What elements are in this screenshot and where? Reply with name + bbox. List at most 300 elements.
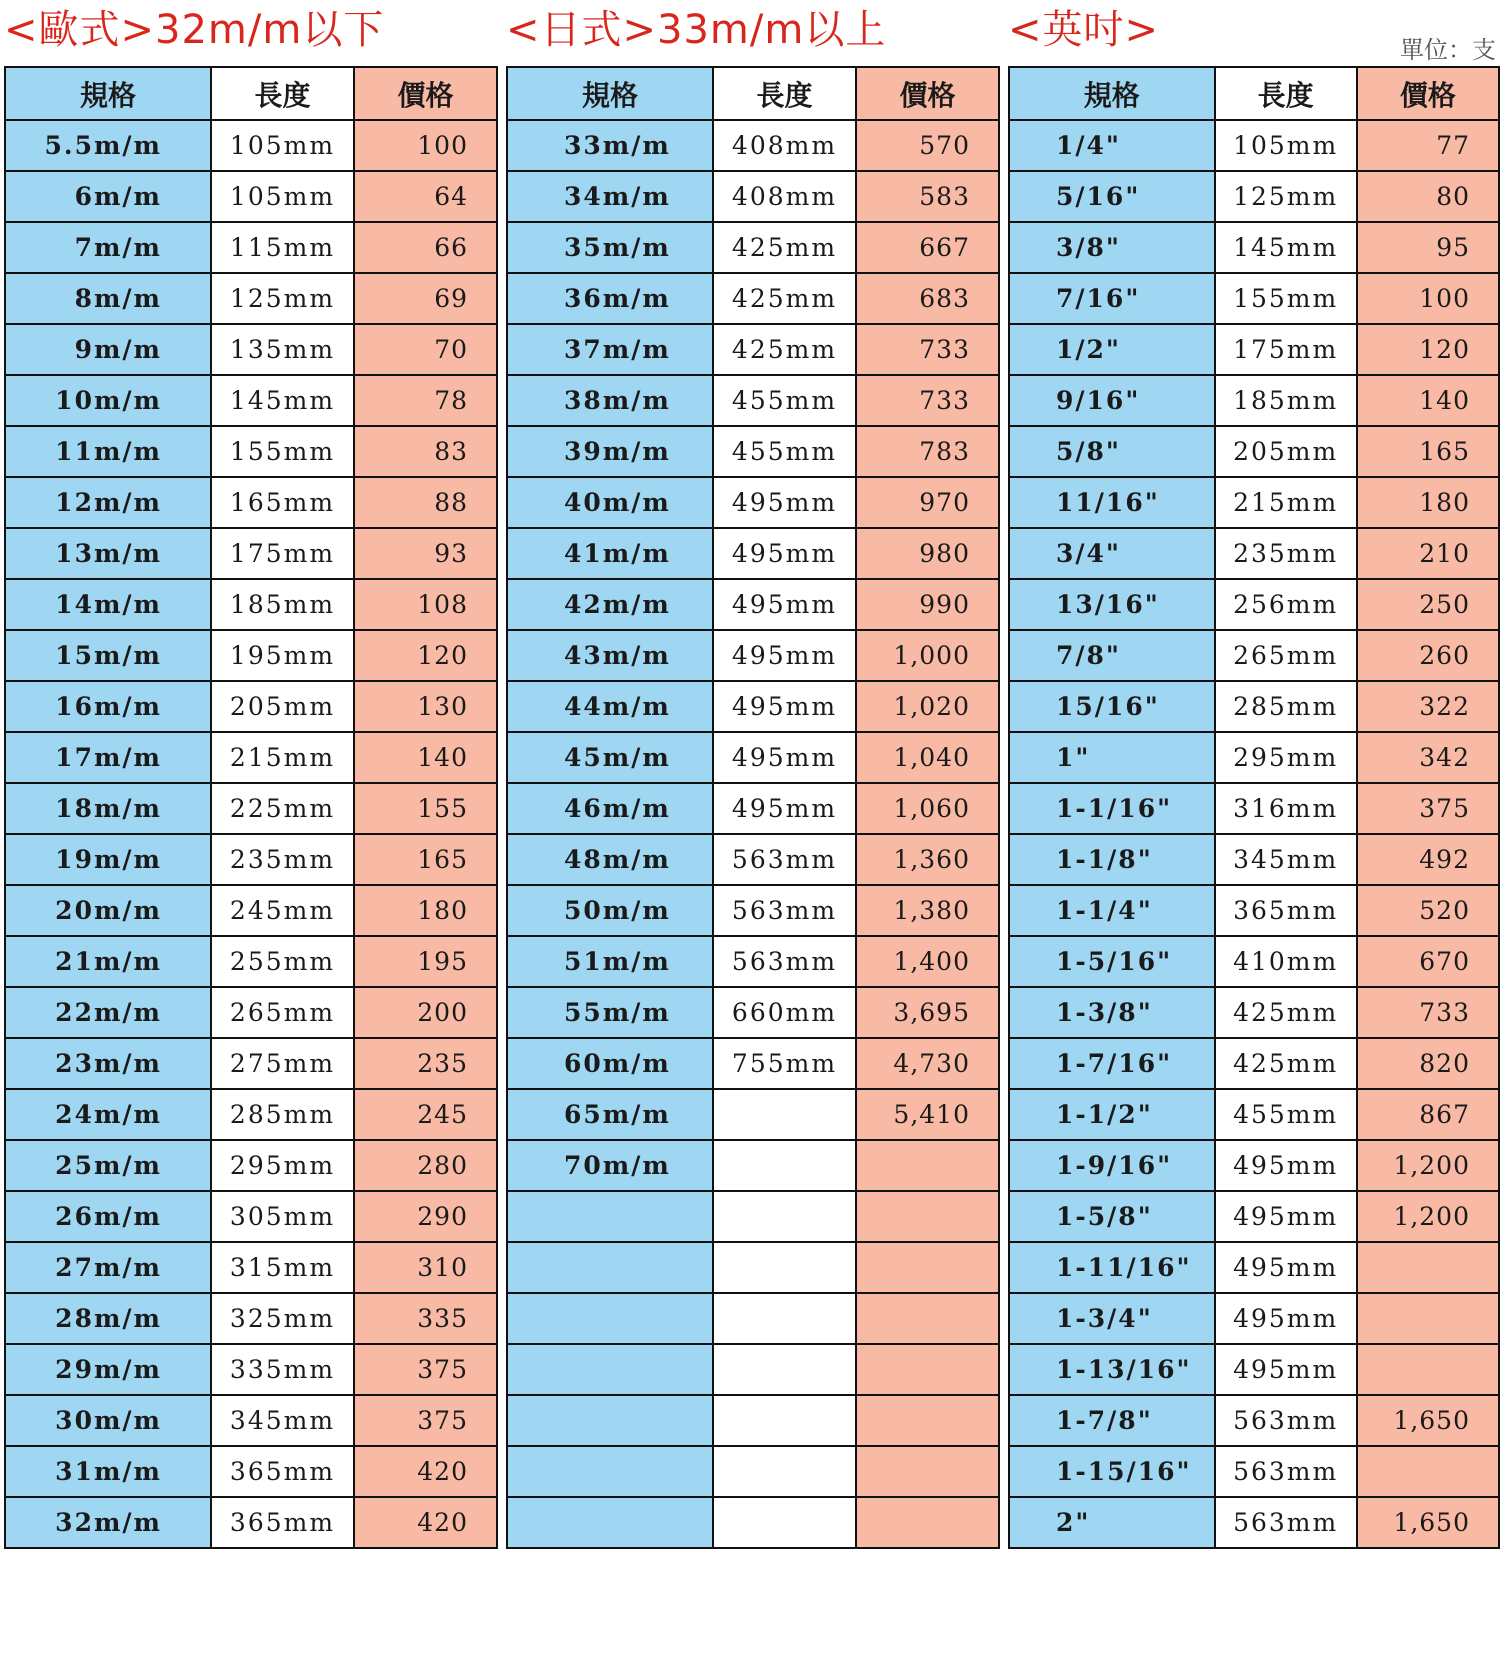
price-cell: 235 (354, 1038, 497, 1089)
length-cell: 175mm (1215, 324, 1357, 375)
length-cell: 345mm (1215, 834, 1357, 885)
table-row (507, 987, 999, 1038)
spec-cell: 7m/m (5, 222, 211, 273)
table-row (1009, 1089, 1499, 1140)
length-cell: 185mm (211, 579, 354, 630)
table-header-row (1009, 67, 1499, 120)
length-cell: 165mm (211, 477, 354, 528)
table-row (1009, 630, 1499, 681)
table-header-row (507, 67, 999, 120)
length-cell: 125mm (211, 273, 354, 324)
price-cell: 130 (354, 681, 497, 732)
spec-cell: 1-1/2" (1009, 1089, 1215, 1140)
price-cell: 200 (354, 987, 497, 1038)
spec-cell: 15/16" (1009, 681, 1215, 732)
spec-cell: 33m/m (507, 120, 713, 171)
length-cell (713, 1395, 856, 1446)
spec-cell: 7/8" (1009, 630, 1215, 681)
table-row (5, 987, 497, 1038)
table-row (507, 171, 999, 222)
spec-cell: 14m/m (5, 579, 211, 630)
price-cell (856, 1497, 999, 1548)
table-row (1009, 324, 1499, 375)
table-row (1009, 375, 1499, 426)
spec-cell: 11m/m (5, 426, 211, 477)
price-cell: 64 (354, 171, 497, 222)
length-cell: 425mm (1215, 987, 1357, 1038)
spec-cell: 1-5/16" (1009, 936, 1215, 987)
price-cell: 80 (1357, 171, 1499, 222)
length-cell: 563mm (713, 885, 856, 936)
length-cell: 345mm (211, 1395, 354, 1446)
spec-cell: 5.5m/m (5, 120, 211, 171)
price-cell: 583 (856, 171, 999, 222)
length-cell: 408mm (713, 171, 856, 222)
spec-cell: 48m/m (507, 834, 713, 885)
table-row (1009, 834, 1499, 885)
price-cell: 140 (1357, 375, 1499, 426)
price-cell (856, 1191, 999, 1242)
price-cell: 108 (354, 579, 497, 630)
table-row (507, 426, 999, 477)
table-row (5, 936, 497, 987)
table-row (1009, 273, 1499, 324)
length-cell: 285mm (1215, 681, 1357, 732)
spec-cell: 1-5/8" (1009, 1191, 1215, 1242)
spec-cell: 38m/m (507, 375, 713, 426)
table-row (507, 1497, 999, 1548)
spec-cell: 26m/m (5, 1191, 211, 1242)
length-header: 長度 (1215, 67, 1357, 120)
spec-cell: 42m/m (507, 579, 713, 630)
price-cell: 93 (354, 528, 497, 579)
table-row (1009, 885, 1499, 936)
table-row (1009, 1344, 1499, 1395)
japanese-price-table (506, 66, 1000, 1549)
european-price-table (4, 66, 498, 1549)
spec-cell: 45m/m (507, 732, 713, 783)
table-row (507, 1038, 999, 1089)
length-cell: 145mm (211, 375, 354, 426)
spec-cell: 35m/m (507, 222, 713, 273)
spec-cell (507, 1293, 713, 1344)
price-cell: 66 (354, 222, 497, 273)
table-row (507, 1446, 999, 1497)
spec-cell: 25m/m (5, 1140, 211, 1191)
length-cell: 275mm (211, 1038, 354, 1089)
table-row (5, 426, 497, 477)
price-cell: 260 (1357, 630, 1499, 681)
price-cell: 733 (856, 324, 999, 375)
price-cell: 1,200 (1357, 1191, 1499, 1242)
spec-cell: 3/4" (1009, 528, 1215, 579)
spec-cell: 43m/m (507, 630, 713, 681)
price-cell (856, 1344, 999, 1395)
table-row (1009, 579, 1499, 630)
length-cell (713, 1446, 856, 1497)
european-section-title: <歐式>32m/m以下 (4, 7, 385, 53)
table-row (5, 222, 497, 273)
spec-cell: 21m/m (5, 936, 211, 987)
price-cell: 4,730 (856, 1038, 999, 1089)
spec-cell: 1-7/16" (1009, 1038, 1215, 1089)
price-cell: 165 (1357, 426, 1499, 477)
price-header: 價格 (354, 67, 497, 120)
table-row (5, 273, 497, 324)
spec-cell: 5/8" (1009, 426, 1215, 477)
price-cell: 180 (1357, 477, 1499, 528)
price-cell: 195 (354, 936, 497, 987)
length-cell: 265mm (211, 987, 354, 1038)
length-cell: 455mm (1215, 1089, 1357, 1140)
spec-cell: 28m/m (5, 1293, 211, 1344)
length-cell: 256mm (1215, 579, 1357, 630)
spec-cell: 9/16" (1009, 375, 1215, 426)
spec-cell: 27m/m (5, 1242, 211, 1293)
spec-cell: 19m/m (5, 834, 211, 885)
price-cell: 733 (1357, 987, 1499, 1038)
price-cell: 250 (1357, 579, 1499, 630)
length-cell: 145mm (1215, 222, 1357, 273)
table-row (507, 528, 999, 579)
table-row (1009, 1395, 1499, 1446)
price-cell: 335 (354, 1293, 497, 1344)
price-cell: 733 (856, 375, 999, 426)
table-row (5, 681, 497, 732)
table-row (507, 885, 999, 936)
table-row (507, 834, 999, 885)
inch-section-title: <英吋> (1008, 7, 1160, 53)
table-row (507, 1089, 999, 1140)
length-cell: 425mm (713, 324, 856, 375)
table-row (5, 171, 497, 222)
spec-header: 規格 (507, 67, 713, 120)
spec-cell: 1-1/8" (1009, 834, 1215, 885)
spec-cell: 1-1/16" (1009, 783, 1215, 834)
price-cell: 375 (354, 1344, 497, 1395)
table-row (1009, 171, 1499, 222)
spec-cell: 65m/m (507, 1089, 713, 1140)
table-row (507, 936, 999, 987)
length-cell: 495mm (1215, 1344, 1357, 1395)
price-cell: 83 (354, 426, 497, 477)
length-cell: 495mm (713, 579, 856, 630)
length-cell: 495mm (713, 783, 856, 834)
price-cell: 1,400 (856, 936, 999, 987)
table-header-row (5, 67, 497, 120)
price-cell: 520 (1357, 885, 1499, 936)
price-cell: 70 (354, 324, 497, 375)
spec-cell (507, 1191, 713, 1242)
length-cell: 115mm (211, 222, 354, 273)
length-cell: 365mm (211, 1446, 354, 1497)
price-cell: 783 (856, 426, 999, 477)
table-row (507, 273, 999, 324)
spec-cell: 1-1/4" (1009, 885, 1215, 936)
price-cell: 1,650 (1357, 1395, 1499, 1446)
price-cell: 3,695 (856, 987, 999, 1038)
spec-cell: 36m/m (507, 273, 713, 324)
length-cell: 305mm (211, 1191, 354, 1242)
table-row (1009, 783, 1499, 834)
length-cell: 495mm (713, 732, 856, 783)
price-cell: 1,360 (856, 834, 999, 885)
length-header: 長度 (713, 67, 856, 120)
table-row (507, 1395, 999, 1446)
price-cell: 820 (1357, 1038, 1499, 1089)
length-cell: 365mm (211, 1497, 354, 1548)
table-row (5, 579, 497, 630)
table-row (507, 630, 999, 681)
table-row (507, 1293, 999, 1344)
spec-header: 規格 (5, 67, 211, 120)
price-cell: 1,380 (856, 885, 999, 936)
price-cell: 867 (1357, 1089, 1499, 1140)
length-cell: 245mm (211, 885, 354, 936)
table-row (507, 222, 999, 273)
spec-cell: 39m/m (507, 426, 713, 477)
spec-cell: 23m/m (5, 1038, 211, 1089)
table-row (1009, 732, 1499, 783)
table-row (5, 1344, 497, 1395)
table-row (507, 732, 999, 783)
spec-cell: 50m/m (507, 885, 713, 936)
length-cell: 205mm (1215, 426, 1357, 477)
length-cell: 495mm (713, 528, 856, 579)
length-cell (713, 1140, 856, 1191)
spec-cell: 10m/m (5, 375, 211, 426)
spec-cell: 1-3/4" (1009, 1293, 1215, 1344)
table-row (1009, 477, 1499, 528)
price-cell: 990 (856, 579, 999, 630)
length-cell: 235mm (211, 834, 354, 885)
table-row (5, 120, 497, 171)
table-row (5, 1191, 497, 1242)
price-cell: 290 (354, 1191, 497, 1242)
spec-cell: 44m/m (507, 681, 713, 732)
price-cell: 375 (1357, 783, 1499, 834)
table-row (1009, 120, 1499, 171)
table-row (507, 681, 999, 732)
price-cell: 1,060 (856, 783, 999, 834)
spec-cell: 1-7/8" (1009, 1395, 1215, 1446)
table-row (1009, 222, 1499, 273)
length-cell: 255mm (211, 936, 354, 987)
price-cell: 165 (354, 834, 497, 885)
length-cell: 195mm (211, 630, 354, 681)
spec-cell: 1-3/8" (1009, 987, 1215, 1038)
spec-cell: 46m/m (507, 783, 713, 834)
spec-cell: 17m/m (5, 732, 211, 783)
spec-cell: 13/16" (1009, 579, 1215, 630)
table-row (5, 1395, 497, 1446)
table-row (1009, 681, 1499, 732)
price-cell: 1,040 (856, 732, 999, 783)
table-row (1009, 1038, 1499, 1089)
length-cell: 215mm (211, 732, 354, 783)
table-row (1009, 1191, 1499, 1242)
length-cell: 495mm (713, 630, 856, 681)
length-cell: 365mm (1215, 885, 1357, 936)
table-row (1009, 426, 1499, 477)
length-cell: 315mm (211, 1242, 354, 1293)
table-row (5, 783, 497, 834)
price-cell: 245 (354, 1089, 497, 1140)
table-row (507, 375, 999, 426)
spec-cell: 3/8" (1009, 222, 1215, 273)
price-cell (1357, 1446, 1499, 1497)
price-cell: 140 (354, 732, 497, 783)
price-cell: 78 (354, 375, 497, 426)
price-header: 價格 (856, 67, 999, 120)
price-cell: 970 (856, 477, 999, 528)
spec-cell: 9m/m (5, 324, 211, 375)
spec-cell: 6m/m (5, 171, 211, 222)
price-cell: 420 (354, 1446, 497, 1497)
table-row (5, 1089, 497, 1140)
price-cell: 120 (1357, 324, 1499, 375)
length-cell: 563mm (1215, 1395, 1357, 1446)
spec-cell: 30m/m (5, 1395, 211, 1446)
length-cell (713, 1497, 856, 1548)
table-row (1009, 1293, 1499, 1344)
length-cell: 495mm (713, 681, 856, 732)
japanese-section-title: <日式>33m/m以上 (506, 7, 887, 53)
table-row (5, 1293, 497, 1344)
table-row (1009, 987, 1499, 1038)
price-cell: 667 (856, 222, 999, 273)
price-cell (856, 1446, 999, 1497)
spec-cell: 41m/m (507, 528, 713, 579)
unit-label: 單位：支 (1400, 36, 1496, 64)
length-cell: 660mm (713, 987, 856, 1038)
length-cell: 325mm (211, 1293, 354, 1344)
length-cell: 235mm (1215, 528, 1357, 579)
table-row (507, 1140, 999, 1191)
spec-cell: 1-13/16" (1009, 1344, 1215, 1395)
price-cell (1357, 1344, 1499, 1395)
spec-cell: 22m/m (5, 987, 211, 1038)
table-row (507, 324, 999, 375)
spec-cell (507, 1497, 713, 1548)
price-cell: 210 (1357, 528, 1499, 579)
length-cell: 175mm (211, 528, 354, 579)
price-cell: 683 (856, 273, 999, 324)
spec-cell: 51m/m (507, 936, 713, 987)
price-cell: 100 (354, 120, 497, 171)
length-cell: 563mm (1215, 1497, 1357, 1548)
spec-cell: 29m/m (5, 1344, 211, 1395)
spec-cell: 5/16" (1009, 171, 1215, 222)
table-row (507, 1344, 999, 1395)
table-row (5, 1038, 497, 1089)
spec-cell (507, 1446, 713, 1497)
spec-cell (507, 1242, 713, 1293)
price-cell: 322 (1357, 681, 1499, 732)
table-row (1009, 1140, 1499, 1191)
length-cell: 410mm (1215, 936, 1357, 987)
length-cell: 215mm (1215, 477, 1357, 528)
spec-cell: 1/4" (1009, 120, 1215, 171)
price-header: 價格 (1357, 67, 1499, 120)
price-cell (856, 1242, 999, 1293)
price-cell: 1,200 (1357, 1140, 1499, 1191)
length-cell: 495mm (1215, 1242, 1357, 1293)
length-cell: 295mm (1215, 732, 1357, 783)
table-row (507, 477, 999, 528)
price-cell: 120 (354, 630, 497, 681)
table-row (5, 477, 497, 528)
table-row (507, 1191, 999, 1242)
length-cell: 185mm (1215, 375, 1357, 426)
spec-cell: 1-15/16" (1009, 1446, 1215, 1497)
price-cell: 180 (354, 885, 497, 936)
table-row (5, 375, 497, 426)
price-cell: 492 (1357, 834, 1499, 885)
spec-cell (507, 1344, 713, 1395)
length-cell: 295mm (211, 1140, 354, 1191)
table-row (1009, 1242, 1499, 1293)
length-cell: 563mm (713, 834, 856, 885)
spec-cell: 70m/m (507, 1140, 713, 1191)
price-cell: 310 (354, 1242, 497, 1293)
length-cell: 135mm (211, 324, 354, 375)
price-cell: 1,020 (856, 681, 999, 732)
price-cell: 980 (856, 528, 999, 579)
spec-cell: 18m/m (5, 783, 211, 834)
length-cell: 563mm (713, 936, 856, 987)
price-cell (1357, 1242, 1499, 1293)
length-cell: 455mm (713, 426, 856, 477)
price-cell: 1,000 (856, 630, 999, 681)
spec-cell: 40m/m (507, 477, 713, 528)
spec-cell: 1-11/16" (1009, 1242, 1215, 1293)
spec-cell: 2" (1009, 1497, 1215, 1548)
price-cell: 77 (1357, 120, 1499, 171)
price-cell: 375 (354, 1395, 497, 1446)
length-cell: 105mm (211, 120, 354, 171)
price-cell: 69 (354, 273, 497, 324)
table-row (507, 1242, 999, 1293)
price-cell: 670 (1357, 936, 1499, 987)
length-cell: 105mm (1215, 120, 1357, 171)
length-cell: 755mm (713, 1038, 856, 1089)
price-cell: 280 (354, 1140, 497, 1191)
table-row (5, 1140, 497, 1191)
table-row (1009, 936, 1499, 987)
price-cell: 420 (354, 1497, 497, 1548)
table-row (507, 579, 999, 630)
spec-cell: 32m/m (5, 1497, 211, 1548)
spec-cell: 34m/m (507, 171, 713, 222)
spec-cell (507, 1395, 713, 1446)
spec-cell: 31m/m (5, 1446, 211, 1497)
table-row (5, 528, 497, 579)
spec-cell: 13m/m (5, 528, 211, 579)
price-cell (856, 1140, 999, 1191)
length-cell (713, 1242, 856, 1293)
spec-cell: 20m/m (5, 885, 211, 936)
length-cell: 425mm (713, 222, 856, 273)
spec-cell: 7/16" (1009, 273, 1215, 324)
length-cell: 205mm (211, 681, 354, 732)
length-cell: 495mm (1215, 1293, 1357, 1344)
length-cell: 316mm (1215, 783, 1357, 834)
price-cell: 155 (354, 783, 497, 834)
price-cell (856, 1293, 999, 1344)
table-row (507, 120, 999, 171)
price-cell: 1,650 (1357, 1497, 1499, 1548)
